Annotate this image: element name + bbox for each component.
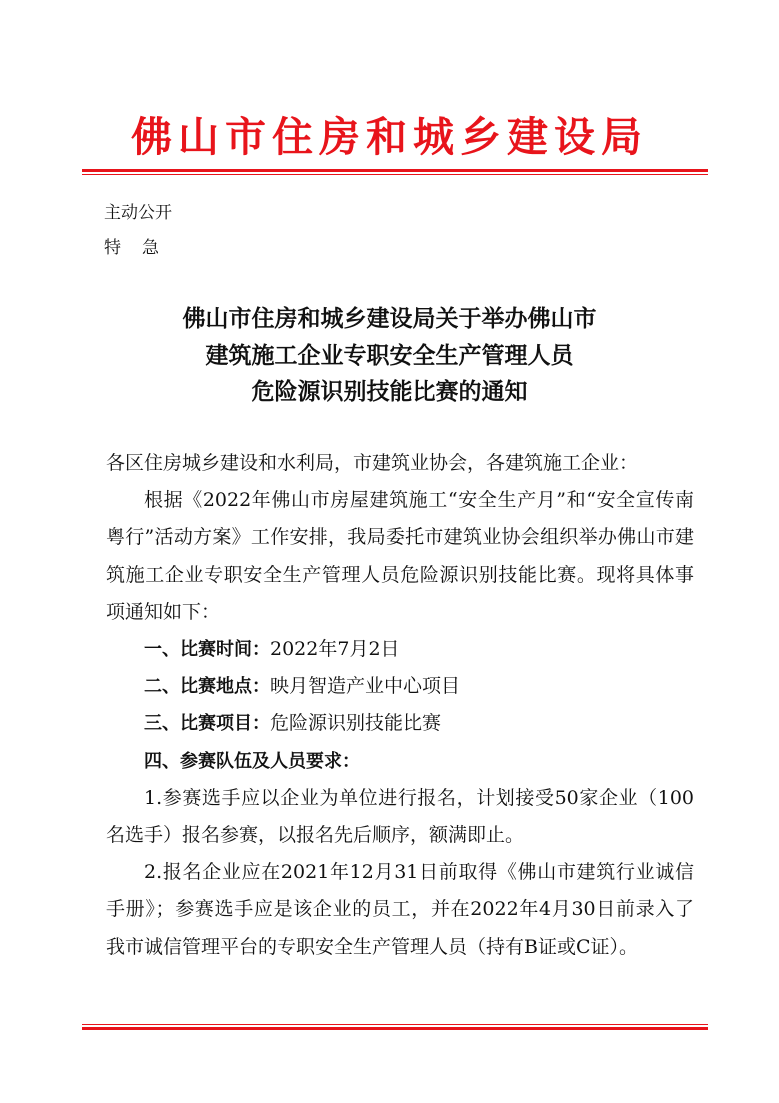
section-venue: [106, 668, 694, 705]
requirement-item-2: 2.报名企业应在2021年12月31日前取得《佛山市建筑行业诚信手册》；参赛选手应是该企业的员工，并在2022年4月30日前录入了我市诚信管理平台的专职安全生产管理人员（持有B证或C证）。: [106, 861, 694, 958]
section-time-heading: 一、比赛时间：: [144, 639, 270, 661]
section-venue-value: 映月智造产业中心项目: [270, 675, 461, 698]
letterhead-divider-thin: [82, 174, 708, 175]
document-title-line-1: 佛山市住房和城乡建设局关于举办佛山市: [182, 305, 597, 332]
section-event: [106, 705, 694, 742]
document-body: [106, 445, 694, 966]
disclosure-label: 主动公开: [104, 203, 172, 223]
recipients-paragraph: 各区住房城乡建设和水利局，市建筑业协会，各建筑施工企业：: [106, 452, 639, 474]
section-venue-heading: 二、比赛地点：: [144, 676, 270, 698]
footer-divider-thin: [82, 1024, 708, 1025]
intro-paragraph: 根据《2022年佛山市房屋建筑施工“安全生产月”和“安全宣传南粤行”活动方案》工作安排，我局委托市建筑业协会组织举办佛山市建筑施工企业专职安全生产管理人员危险源识别技能比赛。现将具体事项通知如下：: [106, 489, 694, 623]
section-event-heading: 三、比赛项目：: [144, 713, 270, 735]
section-event-value: 危险源识别技能比赛: [270, 712, 442, 735]
section-time: [106, 631, 694, 668]
section-requirements-heading: 四、参赛队伍及人员要求：: [144, 750, 360, 772]
requirement-item-1: 1.参赛选手应以企业为单位进行报名，计划接受50家企业（100名选手）报名参赛，以报名先后顺序，额满即止。: [106, 786, 694, 847]
document-title-line-3: 危险源识别技能比赛的通知: [251, 378, 528, 405]
urgency-label: 特 急: [104, 238, 161, 258]
agency-letterhead: 佛山市住房和城乡建设局: [131, 113, 648, 161]
section-time-value: 2022年7月2日: [270, 638, 400, 661]
document-title-line-2: 建筑施工企业专职安全生产管理人员: [205, 342, 574, 369]
section-requirements: [106, 743, 694, 780]
footer-divider-thick: [82, 1027, 708, 1030]
letterhead-divider-thick: [82, 169, 708, 172]
